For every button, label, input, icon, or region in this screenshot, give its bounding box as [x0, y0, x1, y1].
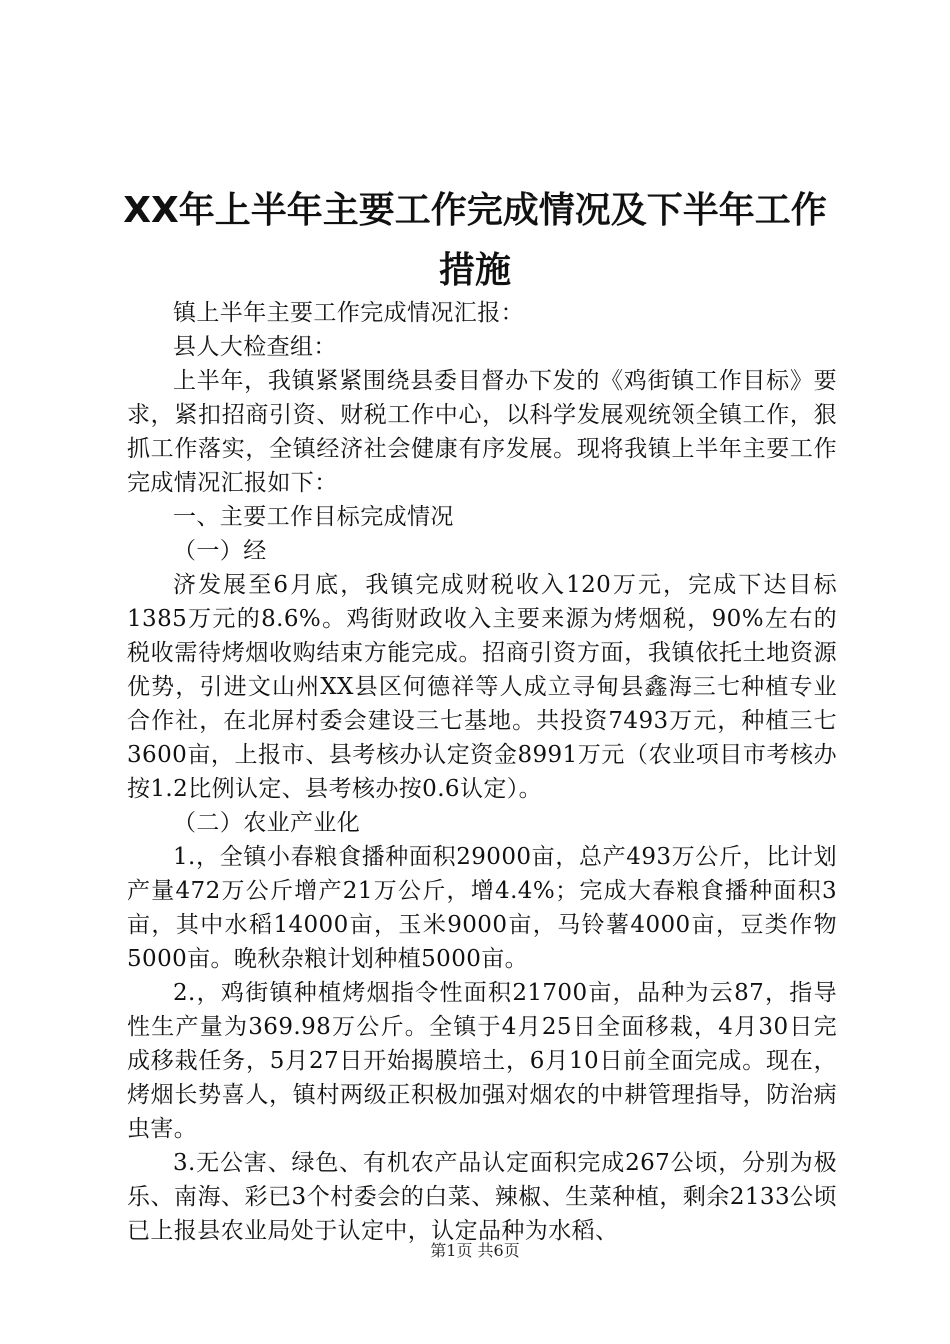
- paragraph-tobacco: 2.，鸡街镇种植烤烟指令性面积21700亩，品种为云87，指导性生产量为369.98万公斤。全镇于4月25日全面移栽，4月30日完成移栽任务，5月27日开始揭膜培土，6月10日前全面完成。现在，烤烟长势喜人，镇村两级正积极加强对烟农的中耕管理指导，防治病虫害。: [127, 980, 837, 1142]
- subsection-heading-economy: （一）经: [173, 538, 267, 564]
- paragraph-grain: 1.，全镇小春粮食播种面积29000亩，总产493万公斤，比计划产量472万公斤增产21万公斤，增4.4%；完成大春粮食播种面积3亩，其中水稻14000亩，玉米9000亩，马铃薯4000亩，豆类作物5000亩。晚秋杂粮计划种植5000亩。: [127, 844, 837, 972]
- section-heading-1: 一、主要工作目标完成情况: [173, 504, 454, 530]
- paragraph-salutation: 县人大检查组：: [173, 334, 337, 360]
- subsection-heading-agriculture: （二）农业产业化: [173, 810, 361, 836]
- document-body: [127, 296, 837, 1248]
- paragraph-intro: 上半年，我镇紧紧围绕县委目督办下发的《鸡街镇工作目标》要求，紧扣招商引资、财税工作中心，以科学发展观统领全镇工作，狠抓工作落实，全镇经济社会健康有序发展。现将我镇上半年主要工作完成情况汇报如下：: [127, 368, 837, 496]
- document-title-line-2: 措施: [438, 250, 511, 291]
- paragraph-organic: 3.无公害、绿色、有机农产品认定面积完成267公顷，分别为极乐、南海、彩已3个村委会的白菜、辣椒、生菜种植，剩余2133公顷已上报县农业局处于认定中，认定品种为水稻、: [127, 1150, 837, 1244]
- page-footer: 第1页 共6页: [430, 1241, 520, 1260]
- paragraph-economy: 济发展至6月底，我镇完成财税收入120万元，完成下达目标1385万元的8.6%。鸡街财政收入主要来源为烤烟税，90%左右的税收需待烤烟收购结束方能完成。招商引资方面，我镇依托土地资源优势，引进文山州XX县区何德祥等人成立寻甸县鑫海三七种植专业合作社，在北屏村委会建设三七基地。共投资7493万元，种植三七3600亩，上报市、县考核办认定资金8991万元（农业项目市考核办按1.2比例认定、县考核办按0.6认定）。: [127, 572, 837, 802]
- document-title-line-1: XX年上半年主要工作完成情况及下半年工作: [123, 190, 827, 231]
- paragraph-report-heading: 镇上半年主要工作完成情况汇报：: [173, 300, 524, 326]
